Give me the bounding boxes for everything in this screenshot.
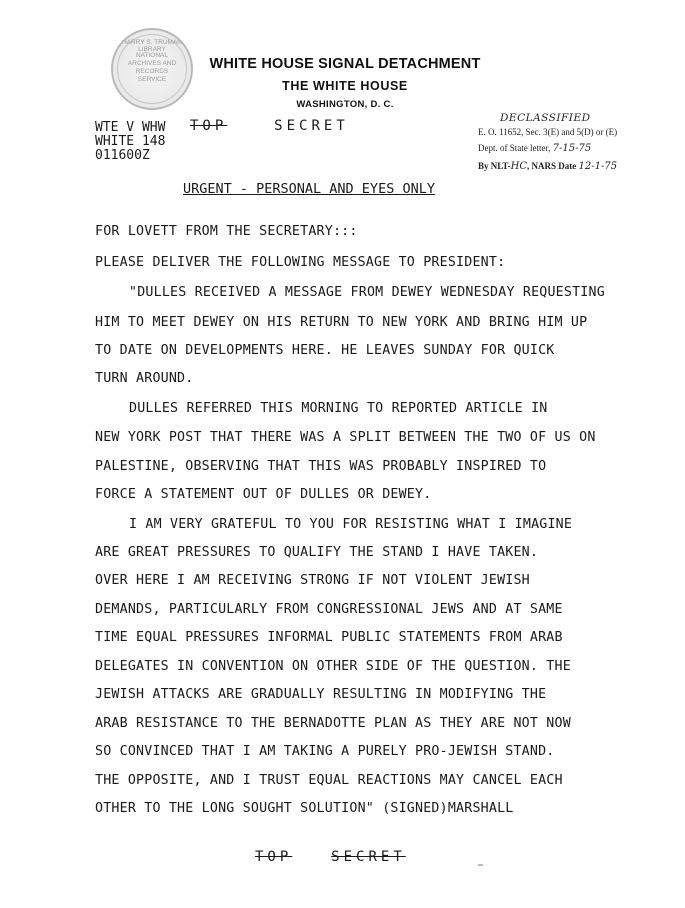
body-line: ARE GREAT PRESSURES TO QUALIFY THE STAND I HAVE TAKEN. [95, 545, 539, 560]
classification-marking-bottom [255, 849, 406, 865]
seal-line: ARCHIVES AND [127, 60, 177, 67]
seal-line: HARRY S. TRUMAN LIBRARY [122, 39, 182, 53]
body-line: ARAB RESISTANCE TO THE BERNADOTTE PLAN AS THEY ARE NOT NOW [95, 716, 571, 731]
body-line: DELEGATES IN CONVENTION ON OTHER SIDE OF THE QUESTION. THE [95, 659, 571, 674]
declass-letter-date: 7-15-75 [552, 143, 592, 154]
declass-authority-line: E. O. 11652, Sec. 3(E) and 5(D) or (E) [478, 127, 618, 137]
body-line: HIM TO MEET DEWEY ON HIS RETURN TO NEW YORK AND BRING HIM UP [95, 315, 588, 330]
footer-top-word: TOP [255, 849, 293, 865]
body-line: THE OPPOSITE, AND I TRUST EQUAL REACTIONS MAY CANCEL EACH [95, 773, 563, 788]
declass-by-label: By NLT- [478, 161, 511, 171]
body-line: TURN AROUND. [95, 371, 194, 386]
classification-top-word: TOP [190, 118, 228, 134]
declass-nars-date: 12-1-75 [578, 161, 618, 172]
body-line: PLEASE DELIVER THE FOLLOWING MESSAGE TO PRESIDENT: [95, 255, 506, 270]
body-line: TO DATE ON DEVELOPMENTS HERE. HE LEAVES SUNDAY FOR QUICK [95, 343, 555, 358]
seal-line: RECORDS [135, 68, 169, 75]
body-line: JEWISH ATTACKS ARE GRADUALLY RESULTING IN MODIFYING THE [95, 687, 547, 702]
classification-secret-word: SECRET [274, 118, 349, 134]
letterhead-subtitle: THE WHITE HOUSE [282, 79, 408, 93]
footer-secret-word: SECRET [331, 849, 406, 865]
body-line: NEW YORK POST THAT THERE WAS A SPLIT BETWEEN THE TWO OF US ON [95, 430, 596, 445]
declass-nars-label: , NARS Date [526, 161, 577, 171]
archives-seal-stamp [111, 28, 193, 110]
routing-line: WTE V WHW [95, 120, 166, 135]
body-line: PALESTINE, OBSERVING THAT THIS WAS PROBABLY INSPIRED TO [95, 459, 547, 474]
letterhead-location: WASHINGTON, D. C. [296, 99, 394, 110]
body-line: TIME EQUAL PRESSURES INFORMAL PUBLIC STATEMENTS FROM ARAB [95, 630, 563, 645]
subject-line: URGENT - PERSONAL AND EYES ONLY [183, 181, 435, 197]
body-line: I AM VERY GRATEFUL TO YOU FOR RESISTING WHAT I IMAGINE [129, 517, 573, 532]
seal-line: NATIONAL [135, 52, 169, 59]
declassified-word: DECLASSIFIED [500, 112, 591, 124]
classification-marking-top [190, 118, 349, 134]
body-line: "DULLES RECEIVED A MESSAGE FROM DEWEY WEDNESDAY REQUESTING [129, 285, 605, 300]
paper-speck [478, 864, 483, 866]
routing-line: 011600Z [95, 148, 150, 163]
body-line: DULLES REFERRED THIS MORNING TO REPORTED ARTICLE IN [129, 401, 548, 416]
body-line: FOR LOVETT FROM THE SECRETARY::: [95, 224, 358, 239]
declass-letter-label: Dept. of State letter, [478, 143, 551, 153]
body-line: SO CONVINCED THAT I AM TAKING A PURELY PRO-JEWISH STAND. [95, 744, 555, 759]
body-line: OVER HERE I AM RECEIVING STRONG IF NOT VIOLENT JEWISH [95, 573, 530, 588]
letterhead-title: WHITE HOUSE SIGNAL DETACHMENT [209, 56, 481, 72]
seal-line: SERVICE [137, 76, 167, 83]
declass-initials: HC [510, 161, 527, 172]
body-line: DEMANDS, PARTICULARLY FROM CONGRESSIONAL JEWS AND AT SAME [95, 602, 563, 617]
body-line: FORCE A STATEMENT OUT OF DULLES OR DEWEY. [95, 487, 432, 502]
routing-block [95, 121, 165, 163]
declass-nars-line [478, 161, 617, 172]
routing-line: WHITE 148 [95, 134, 166, 149]
body-line: OTHER TO THE LONG SOUGHT SOLUTION" (SIGNED)MARSHALL [95, 801, 514, 816]
declass-letter-line [478, 143, 591, 154]
